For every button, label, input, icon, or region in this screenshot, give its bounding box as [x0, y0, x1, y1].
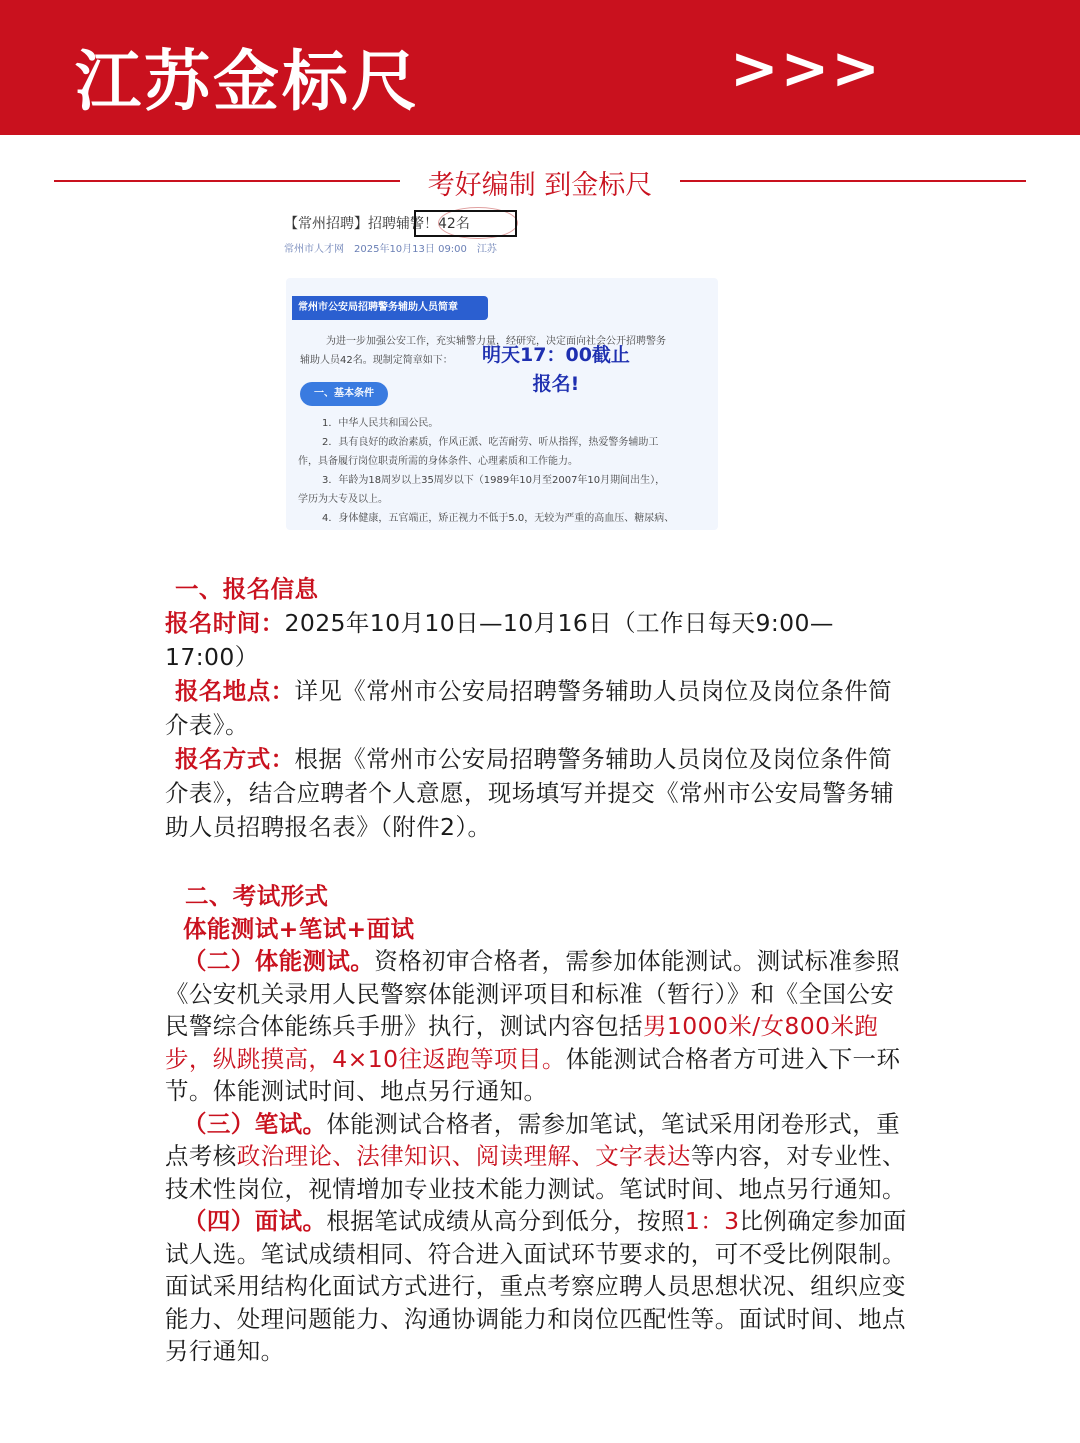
slogan-divider-left [54, 180, 400, 182]
deadline-overlay: 明天17：00截止 报名! [482, 344, 630, 395]
list-item: 1．中华人民共和国公民。 [322, 418, 439, 429]
highlight-box [414, 210, 517, 237]
slogan-divider-right [680, 180, 1026, 182]
written-test-paragraph: （三）笔试。体能测试合格者，需参加笔试，笔试采用闭卷形式，重点考核政治理论、法律知识、阅读理解、文字表达等内容，对专业性、技术性岗位，视情增加专业技术能力测试。笔试时间、地点另行通知。 [165, 1109, 906, 1203]
physical-test-paragraph: （二）体能测试。资格初审合格者，需参加体能测试。测试标准参照《公安机关录用人民警察体能测评项目和标准（暂行）》和《全国公安民警综合体能练兵手册》执行，测试内容包括男1000米/女800米跑步，纵跳摸高，4×10往返跑等项目。体能测试合格者方可进入下一环节。体能测试时间、地点另行通知。 [165, 947, 901, 1105]
list-item: 2．具有良好的政治素质，作风正派、吃苦耐劳、听从指挥，热爱警务辅助工 [322, 437, 659, 448]
list-item: 4．身体健康，五官端正，矫正视力不低于5.0，无较为严重的高血压、糖尿病、 [322, 513, 675, 524]
article-intro: 为进一步加强公安工作，充实辅警力量，经研究，决定面向社会公开招聘警务 辅助人员42名。现制定简章如下： [300, 336, 666, 366]
list-item: 作，具备履行岗位职责所需的身体条件、心理素质和工作能力。 [298, 456, 578, 467]
article-meta: 常州市人才网 2025年10月13日 09:00 江苏 [284, 244, 497, 255]
registration-time: 报名时间：2025年10月10日—10月16日（工作日每天9:00—17:00） [165, 609, 834, 671]
section1-heading: 一、报名信息 [175, 575, 319, 603]
arrows-icon: >>> [730, 34, 882, 102]
section2-subheading: 体能测试+笔试+面试 [183, 914, 415, 943]
slogan: 考好编制 到金标尺 [427, 170, 653, 201]
section-pill: 一、基本条件 [300, 382, 388, 406]
brand-title: 江苏金标尺 [75, 43, 420, 120]
interview-paragraph: （四）面试。根据笔试成绩从高分到低分，按照1：3比例确定参加面试人选。笔试成绩相同、符合进入面试环节要求的，可不受比例限制。面试采用结构化面试方式进行，重点考察应聘人员思想状况、组织应变能力、处理问题能力、沟通协调能力和岗位匹配性等。面试时间、地点另行通知。 [165, 1207, 907, 1365]
registration-method: 报名方式：根据《常州市公安局招聘警务辅助人员岗位及岗位条件简介表》，结合应聘者个人意愿，现场填写并提交《常州市公安局警务辅助人员招聘报名表》（附件2）。 [165, 745, 895, 841]
article-banner: 常州市公安局招聘警务辅助人员简章 [292, 296, 488, 320]
article-screenshot [282, 205, 722, 535]
main-content [165, 572, 915, 1368]
list-item: 3．年龄为18周岁以上35周岁以下（1989年10月至2007年10月期间出生）， [322, 475, 666, 486]
article-title: 【常州招聘】招聘辅警！42名 [284, 216, 470, 232]
section2-heading: 二、考试形式 [185, 882, 329, 910]
header-bar [0, 0, 1080, 135]
list-item: 学历为大专及以上。 [298, 494, 388, 505]
article-items [298, 414, 712, 528]
article-card [286, 278, 718, 530]
registration-place: 报名地点：详见《常州市公安局招聘警务辅助人员岗位及岗位条件简介表》。 [165, 677, 892, 739]
